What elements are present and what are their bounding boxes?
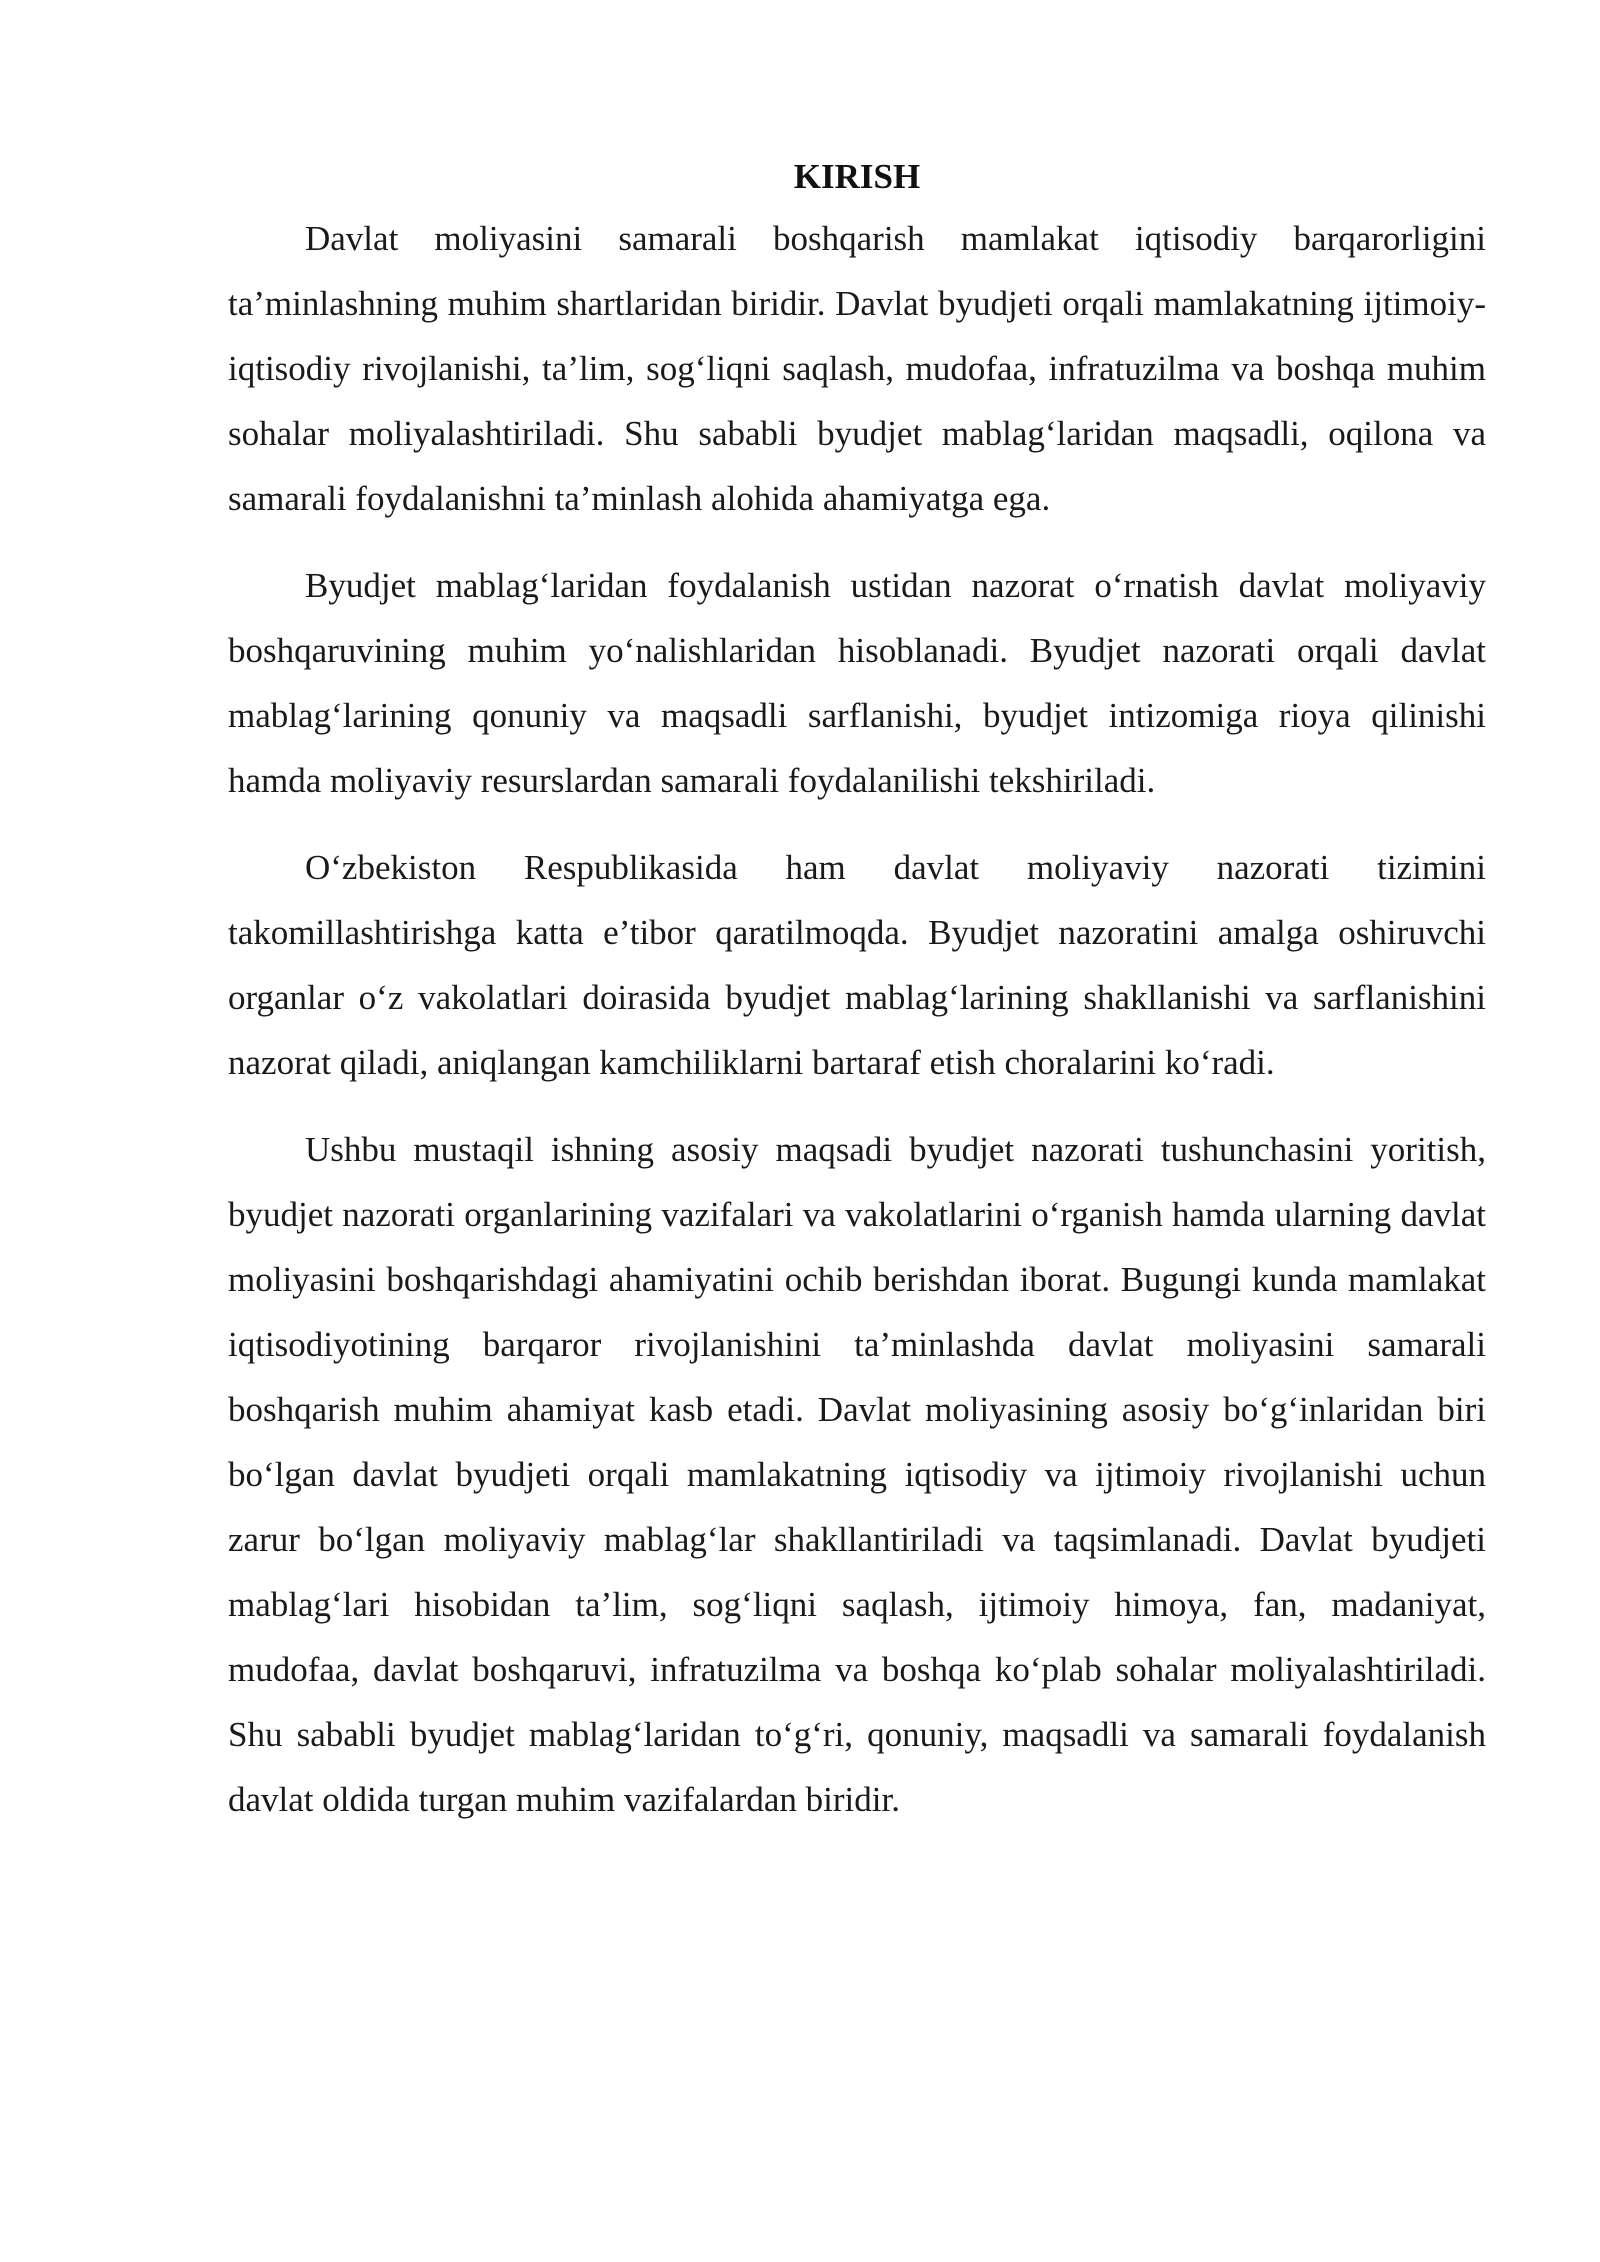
paragraph-3: O‘zbekiston Respublikasida ham davlat moliyaviy nazorati tizimini takomillashtirishga katta e’tibor qaratilmoqda. Byudjet nazoratini amalga oshiruvchi organlar o‘z vakolatlari doirasida byudjet mablag‘larining shakllanishi va sarflanishini nazorat qiladi, aniqlangan kamchiliklarni bartaraf etish choralarini ko‘radi. xyxy=(228,848,1486,1082)
paragraph-1: Davlat moliyasini samarali boshqarish mamlakat iqtisodiy barqarorligini ta’minlashning muhim shartlaridan biridir. Davlat byudjeti orqali mamlakatning ijtimoiy-iqtisodiy rivojlanishi, ta’lim, sog‘liqni saqlash, mudofaa, infratuzilma va boshqa muhim sohalar moliyalashtiriladi. Shu sababli byudjet mablag‘laridan maqsadli, oqilona va samarali foydalanishni ta’minlash alohida ahamiyatga ega. xyxy=(228,219,1486,518)
section-heading: KIRISH xyxy=(793,157,921,196)
paragraph-4: Ushbu mustaqil ishning asosiy maqsadi byudjet nazorati tushunchasini yoritish, byudjet nazorati organlarining vazifalari va vakolatlarini o‘rganish hamda ularning davlat moliyasini boshqarishdagi ahamiyatini ochib berishdan iborat. Bugungi kunda mamlakat iqtisodiyotining barqaror rivojlanishini ta’minlashda davlat moliyasini samarali boshqarish muhim ahamiyat kasb etadi. Davlat moliyasining asosiy bo‘g‘inlaridan biri bo‘lgan davlat byudjeti orqali mamlakatning iqtisodiy va ijtimoiy rivojlanishi uchun zarur bo‘lgan moliyaviy mablag‘lar shakllantiriladi va taqsimlanadi. Davlat byudjeti mablag‘lari hisobidan ta’lim, sog‘liqni saqlash, ijtimoiy himoya, fan, madaniyat, mudofaa, davlat boshqaruvi, infratuzilma va boshqa ko‘plab sohalar moliyalashtiriladi. Shu sababli byudjet mablag‘laridan to‘g‘ri, qonuniy, maqsadli va samarali foydalanish davlat oldida turgan muhim vazifalardan biridir. xyxy=(228,1130,1486,1819)
document-body xyxy=(228,152,1486,1854)
paragraph-2: Byudjet mablag‘laridan foydalanish ustidan nazorat o‘rnatish davlat moliyaviy boshqaruvining muhim yo‘nalishlaridan hisoblanadi. Byudjet nazorati orqali davlat mablag‘larining qonuniy va maqsadli sarflanishi, byudjet intizomiga rioya qilinishi hamda moliyaviy resurslardan samarali foydalanilishi tekshiriladi. xyxy=(228,566,1486,800)
